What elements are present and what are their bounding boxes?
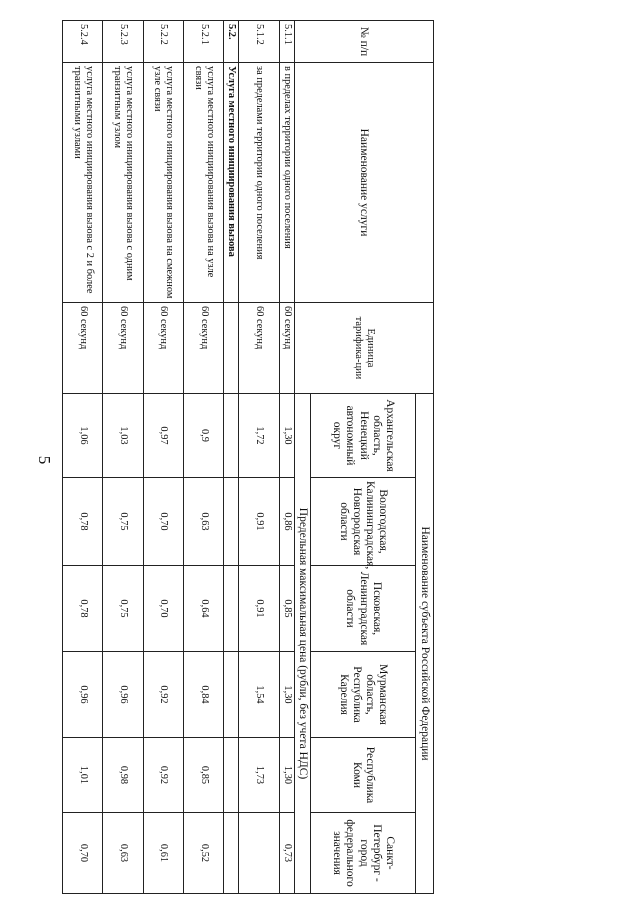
- row-value: 1,03: [103, 394, 143, 478]
- row-value: 1,30: [279, 394, 294, 478]
- row-value: 0,61: [143, 813, 183, 894]
- region-spb: Санкт-Петербург - город федерального значения: [311, 813, 416, 894]
- row-value: 0,70: [143, 478, 183, 566]
- row-value: 0,70: [143, 566, 183, 652]
- region-murmansk: Мурманская область, Республика Карелия: [311, 652, 416, 738]
- row-value: 1,30: [279, 738, 294, 813]
- row-value: [239, 813, 279, 894]
- row-service: услуга местного инициирования вызова на узле связи: [184, 63, 224, 303]
- row-value: [224, 738, 239, 813]
- header-unit: Единица тарифика-ции: [294, 303, 433, 394]
- row-value: 0,91: [239, 566, 279, 652]
- row-value: 0,63: [184, 478, 224, 566]
- table-row: [63, 21, 103, 894]
- row-value: 0,96: [63, 652, 103, 738]
- region-komi: Республика Коми: [311, 738, 416, 813]
- row-value: 0,85: [279, 566, 294, 652]
- row-value: [224, 478, 239, 566]
- row-value: 0,86: [279, 478, 294, 566]
- row-number: 5.2.4: [63, 21, 103, 63]
- row-service: за пределами территории одного поселения: [239, 63, 279, 303]
- header-subject: Наименование субъекта Российской Федерации: [415, 394, 433, 894]
- table-row: [143, 21, 183, 894]
- row-number: 5.2.: [224, 21, 239, 63]
- row-value: 0,78: [63, 478, 103, 566]
- page-number: 5: [35, 455, 54, 465]
- row-value: 1,72: [239, 394, 279, 478]
- row-unit: 60 секунд: [103, 303, 143, 394]
- header-row-subject: [415, 21, 433, 894]
- row-value: [224, 566, 239, 652]
- row-value: 0,96: [103, 652, 143, 738]
- row-service: услуга местного инициирования вызова с одним транзитным узлом: [103, 63, 143, 303]
- row-value: 0,92: [143, 738, 183, 813]
- row-value: [224, 394, 239, 478]
- row-value: 0,91: [239, 478, 279, 566]
- row-unit: 60 секунд: [239, 303, 279, 394]
- region-arkhangelsk: Архангельская область, Ненецкий автономный округ: [311, 394, 416, 478]
- tariff-table: [62, 20, 434, 894]
- row-number: 5.2.1: [184, 21, 224, 63]
- region-pskov: Псковская, Ленинградская области: [311, 566, 416, 652]
- row-value: 1,30: [279, 652, 294, 738]
- row-value: 0,52: [184, 813, 224, 894]
- row-value: 0,63: [103, 813, 143, 894]
- row-unit: 60 секунд: [63, 303, 103, 394]
- table-row: [184, 21, 224, 894]
- row-value: 1,06: [63, 394, 103, 478]
- row-value: 0,97: [143, 394, 183, 478]
- row-value: 1,54: [239, 652, 279, 738]
- table-row: [279, 21, 294, 894]
- row-value: 0,85: [184, 738, 224, 813]
- row-value: 0,9: [184, 394, 224, 478]
- header-service: Наименование услуги: [294, 63, 433, 303]
- row-value: 0,92: [143, 652, 183, 738]
- row-number: 5.2.3: [103, 21, 143, 63]
- row-number: 5.1.1: [279, 21, 294, 63]
- header-price: Предельная максимальная цена (рубли, без учета НДС): [294, 394, 310, 894]
- row-value: 0,75: [103, 566, 143, 652]
- header-no: № п/п: [294, 21, 433, 63]
- table-row: [239, 21, 279, 894]
- row-value: 0,64: [184, 566, 224, 652]
- row-service: услуга местного инициирования вызова с 2 и более транзитными узлами: [63, 63, 103, 303]
- row-service: Услуга местного инициирования вызова: [224, 63, 239, 303]
- table-row: [224, 21, 239, 894]
- row-unit: 60 секунд: [143, 303, 183, 394]
- row-unit: 60 секунд: [279, 303, 294, 394]
- row-value: [224, 813, 239, 894]
- row-service: услуга местного инициирования вызова на смежном узле связи: [143, 63, 183, 303]
- row-value: 1,73: [239, 738, 279, 813]
- row-value: 0,73: [279, 813, 294, 894]
- row-value: 0,98: [103, 738, 143, 813]
- row-unit: 60 секунд: [184, 303, 224, 394]
- row-value: 0,75: [103, 478, 143, 566]
- row-value: 0,70: [63, 813, 103, 894]
- table-row: [103, 21, 143, 894]
- row-number: 5.1.2: [239, 21, 279, 63]
- row-service: в пределах территории одного поселения: [279, 63, 294, 303]
- region-vologda: Вологодская, Калининградская, Новгородская области: [311, 478, 416, 566]
- row-value: 0,84: [184, 652, 224, 738]
- row-value: 0,78: [63, 566, 103, 652]
- row-unit: [224, 303, 239, 394]
- tariff-table-rotated: [62, 20, 434, 893]
- row-number: 5.2.2: [143, 21, 183, 63]
- row-value: [224, 652, 239, 738]
- row-value: 1,01: [63, 738, 103, 813]
